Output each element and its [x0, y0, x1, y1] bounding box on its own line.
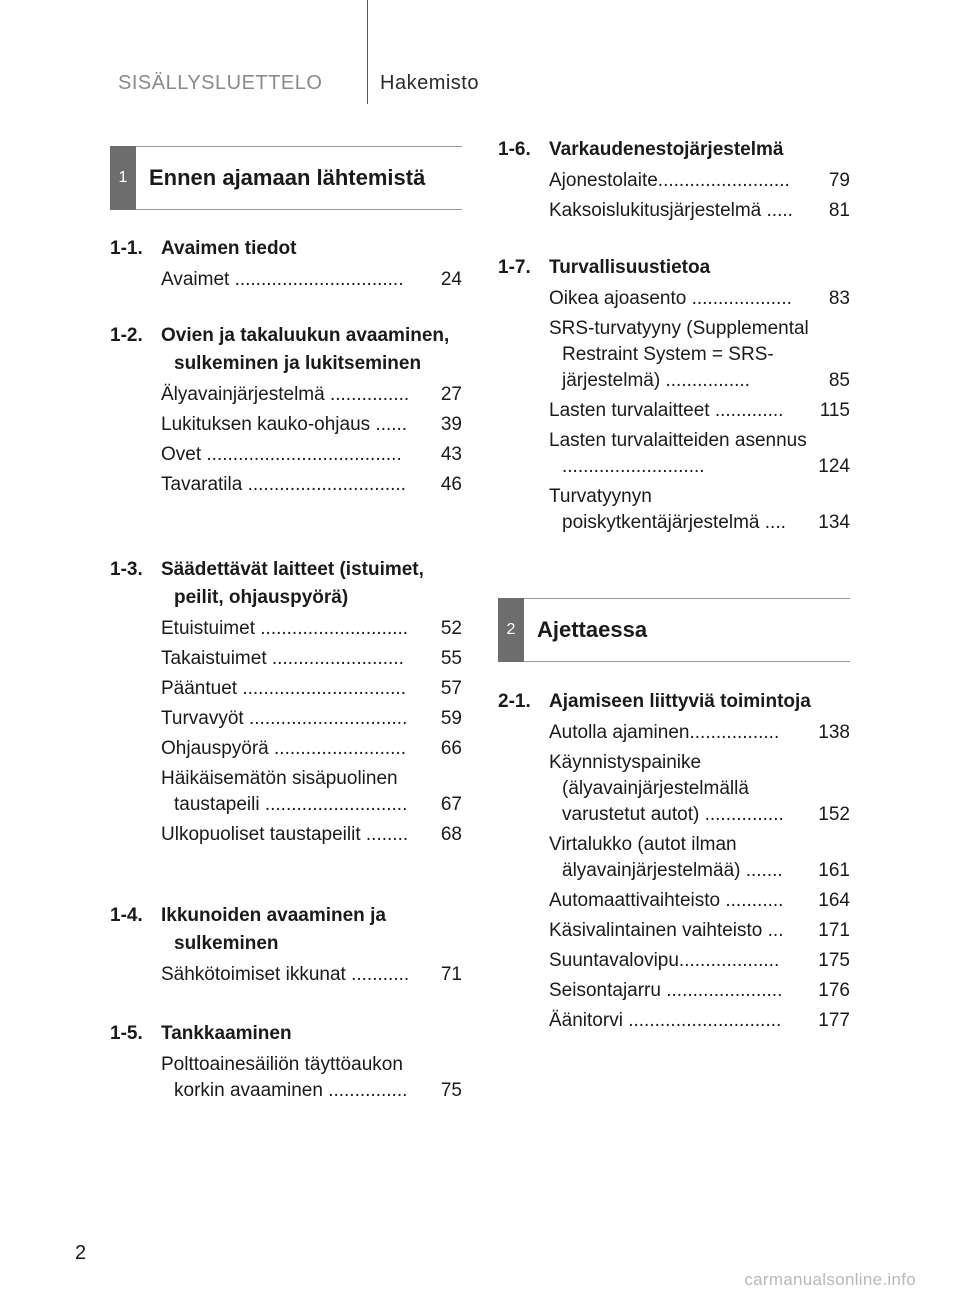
chapter-1-6: [498, 136, 850, 224]
toc-entry-text: Suuntavalovipu...................: [549, 950, 780, 971]
toc-entry[interactable]: [549, 168, 850, 194]
toc-entry-text: Virtalukko (autot ilman älyavainjärjestelmää) .......: [549, 834, 783, 881]
section-header-1[interactable]: [110, 146, 462, 210]
toc-entry[interactable]: [161, 412, 462, 438]
toc-entry[interactable]: [549, 398, 850, 424]
nav-toc-link[interactable]: SISÄLLYSLUETTELO: [118, 72, 323, 94]
chapter-number: 2-1.: [498, 691, 531, 712]
toc-entry-text: SRS-turvatyyny (Supplemental Restraint System = SRS-järjestelmä) ................: [549, 318, 809, 391]
section-number-badge: 2: [498, 598, 524, 662]
chapter-title[interactable]: Turvallisuustietoa: [549, 257, 711, 278]
toc-entry[interactable]: [549, 198, 850, 224]
chapter-title[interactable]: Varkaudenestojärjestelmä: [549, 139, 784, 160]
toc-entry-text: Automaattivaihteisto ...........: [549, 890, 784, 911]
section-header-2[interactable]: [498, 598, 850, 662]
toc-entry-page: 164: [816, 888, 850, 914]
toc-entry[interactable]: [549, 484, 850, 536]
chapter-number: 1-3.: [110, 559, 143, 580]
toc-entry-page: 79: [827, 168, 850, 194]
toc-entry-page: 171: [816, 918, 850, 944]
toc-entry-text: Ovet .....................................: [161, 444, 402, 465]
chapter-title[interactable]: Avaimen tiedot: [161, 238, 297, 259]
toc-entry-text: Ulkopuoliset taustapeilit ........: [161, 824, 409, 845]
toc-entry-page: 124: [816, 454, 850, 480]
toc-entry[interactable]: [549, 832, 850, 884]
toc-entry-text: Sähkötoimiset ikkunat ...........: [161, 964, 410, 985]
toc-entry[interactable]: [549, 428, 850, 480]
toc-entry[interactable]: [549, 948, 850, 974]
watermark: carmanualsonline.info: [744, 1270, 916, 1289]
toc-entry[interactable]: [549, 750, 850, 828]
chapter-1-3: [110, 556, 462, 848]
chapter-number: 1-1.: [110, 238, 143, 259]
chapter-title[interactable]: Ikkunoiden avaaminen ja sulkeminen: [161, 905, 386, 954]
toc-entry-page: 152: [816, 802, 850, 828]
nav-index-link[interactable]: Hakemisto: [380, 72, 479, 94]
toc-entry[interactable]: [549, 316, 850, 394]
chapter-number: 1-7.: [498, 257, 531, 278]
chapter-1-4: [110, 902, 462, 988]
toc-entry-page: 39: [439, 412, 462, 438]
toc-entry-text: Oikea ajoasento ...................: [549, 288, 792, 309]
chapter-number: 1-2.: [110, 325, 143, 346]
toc-entry-text: Käsivalintainen vaihteisto ...: [549, 920, 784, 941]
toc-entry-page: 85: [827, 368, 850, 394]
toc-entry[interactable]: [161, 706, 462, 732]
toc-entry[interactable]: [549, 978, 850, 1004]
toc-entry-page: 175: [816, 948, 850, 974]
toc-entry[interactable]: [549, 286, 850, 312]
section-number-badge: 1: [110, 146, 136, 210]
chapter-title[interactable]: Tankkaaminen: [161, 1023, 292, 1044]
toc-entry-text: Polttoainesäiliön täyttöaukon korkin avaaminen ...............: [161, 1054, 408, 1101]
toc-entry-page: 115: [818, 398, 850, 424]
toc-entry-text: Äänitorvi .............................: [549, 1010, 782, 1031]
toc-entry-page: 59: [439, 706, 462, 732]
toc-entry-page: 57: [439, 676, 462, 702]
toc-entry-text: Etuistuimet ............................: [161, 618, 409, 639]
chapter-title[interactable]: Ajamiseen liittyviä toimintoja: [549, 691, 811, 712]
toc-entry[interactable]: [161, 646, 462, 672]
section-title: Ennen ajamaan lähtemistä: [149, 165, 426, 190]
toc-entry-text: Lukituksen kauko-ohjaus ......: [161, 414, 408, 435]
toc-entry-page: 161: [816, 858, 850, 884]
toc-entry-text: Lasten turvalaitteiden asennus ...........................: [549, 430, 807, 477]
toc-entry-page: 43: [439, 442, 462, 468]
chapter-title[interactable]: Säädettävät laitteet (istuimet, peilit, ohjauspyörä): [161, 559, 424, 608]
toc-entry-page: 66: [439, 736, 462, 762]
header-divider: [367, 0, 368, 104]
toc-entry-page: 52: [439, 616, 462, 642]
toc-entry-text: Turvavyöt ..............................: [161, 708, 408, 729]
toc-entry[interactable]: [161, 472, 462, 498]
toc-entry-text: Avaimet ................................: [161, 269, 404, 290]
toc-entry[interactable]: [161, 822, 462, 848]
chapter-number: 1-4.: [110, 905, 143, 926]
chapter-2-1: [498, 688, 850, 1034]
toc-entry-page: 55: [439, 646, 462, 672]
toc-entry-text: Autolla ajaminen.................: [549, 722, 780, 743]
toc-entry-text: Älyavainjärjestelmä ...............: [161, 384, 410, 405]
toc-entry[interactable]: [161, 736, 462, 762]
chapter-1-1: [110, 235, 462, 293]
chapter-1-7: [498, 254, 850, 536]
toc-entry[interactable]: [161, 1052, 462, 1104]
chapter-1-2: [110, 322, 462, 498]
toc-entry[interactable]: [161, 962, 462, 988]
toc-entry-text: Seisontajarru ......................: [549, 980, 783, 1001]
toc-entry[interactable]: [161, 442, 462, 468]
toc-entry[interactable]: [161, 382, 462, 408]
toc-entry-text: Ohjauspyörä .........................: [161, 738, 406, 759]
toc-entry-text: Käynnistyspainike (älyavainjärjestelmällä varustetut autot) ...............: [549, 752, 784, 825]
toc-entry-text: Tavaratila ..............................: [161, 474, 406, 495]
toc-entry-text: Kaksoislukitusjärjestelmä .....: [549, 200, 793, 221]
toc-entry-text: Takaistuimet .........................: [161, 648, 404, 669]
toc-entry-page: 71: [439, 962, 462, 988]
toc-entry[interactable]: [161, 267, 462, 293]
toc-entry-text: Turvatyynyn poiskytkentäjärjestelmä ....: [549, 486, 786, 533]
toc-entry-page: 83: [827, 286, 850, 312]
section-title: Ajettaessa: [537, 617, 648, 642]
toc-entry-page: 27: [439, 382, 462, 408]
toc-entry-text: Pääntuet ...............................: [161, 678, 406, 699]
toc-entry-text: Lasten turvalaitteet .............: [549, 400, 784, 421]
toc-entry[interactable]: [161, 766, 462, 818]
toc-entry-text: Häikäisemätön sisäpuolinen taustapeili ...........................: [161, 768, 408, 815]
toc-entry-page: 138: [816, 720, 850, 746]
toc-entry-page: 75: [439, 1078, 462, 1104]
toc-entry-page: 177: [816, 1008, 850, 1034]
toc-entry-page: 134: [816, 510, 850, 536]
toc-entry-page: 46: [439, 472, 462, 498]
toc-entry-page: 68: [439, 822, 462, 848]
toc-entry[interactable]: [549, 888, 850, 914]
toc-entry[interactable]: [549, 720, 850, 746]
chapter-number: 1-5.: [110, 1023, 143, 1044]
page-number: 2: [75, 1242, 87, 1264]
chapter-number: 1-6.: [498, 139, 531, 160]
toc-entry-page: 81: [827, 198, 850, 224]
toc-entry-page: 176: [816, 978, 850, 1004]
toc-entry[interactable]: [549, 918, 850, 944]
toc-entry[interactable]: [549, 1008, 850, 1034]
chapter-1-5: [110, 1020, 462, 1104]
toc-entry-page: 24: [439, 267, 462, 293]
toc-entry[interactable]: [161, 676, 462, 702]
toc-entry[interactable]: [161, 616, 462, 642]
toc-entry-text: Ajonestolaite.........................: [549, 170, 790, 191]
chapter-title[interactable]: Ovien ja takaluukun avaaminen, sulkeminen ja lukitseminen: [161, 325, 450, 374]
toc-entry-page: 67: [439, 792, 462, 818]
